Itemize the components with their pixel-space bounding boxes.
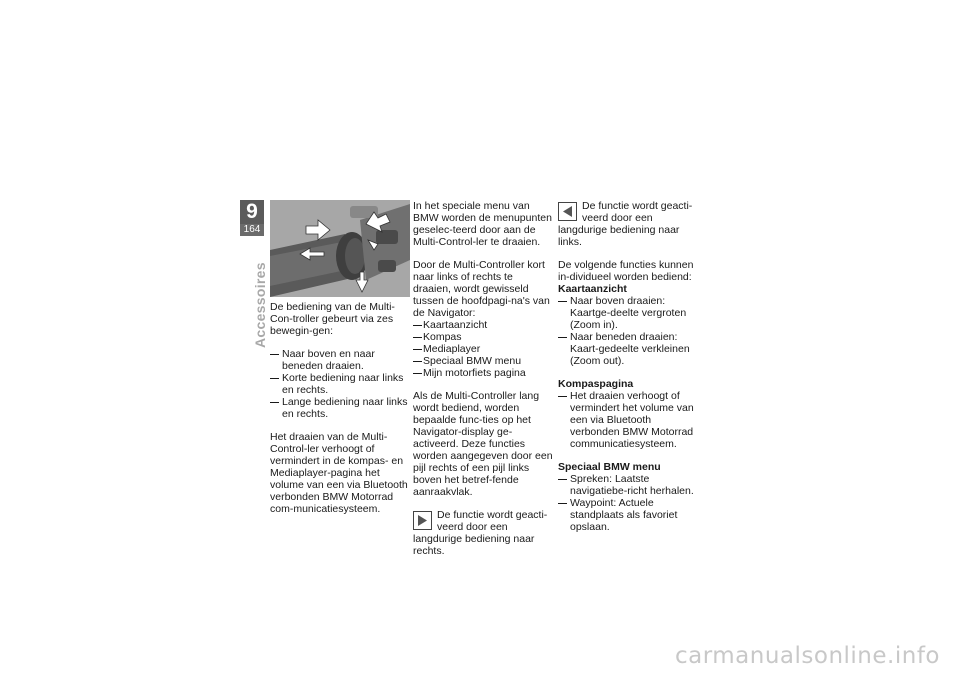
arrow-left-icon <box>558 202 577 221</box>
note-left <box>558 200 698 248</box>
list-item: Mijn motorfiets pagina <box>413 367 553 379</box>
chapter-title: Accessoires <box>252 262 268 348</box>
note-right <box>413 509 553 557</box>
controller-intro: De bediening van de Multi-Con-troller gebeurt via zes bewegin-gen: <box>270 301 395 337</box>
functions-intro: De volgende functies kunnen in-dividueel worden bediend: <box>558 259 694 283</box>
list-item: Mediaplayer <box>413 343 553 355</box>
column-3 <box>558 200 698 544</box>
list-item: Korte bediening naar links en rechts. <box>270 372 410 396</box>
column-2 <box>413 200 553 568</box>
volume-paragraph: Het draaien van de Multi-Control-ler verhoogt of vermindert in de kompas- en Mediaplayer-pagina het volume van een via Bluetooth verbonden BMW Motorrad com-municatiesysteem. <box>270 431 408 515</box>
section-heading: Kaartaanzicht <box>558 283 627 295</box>
list-item: Naar boven draaien: Kaartge-deelte vergroten (Zoom in). <box>558 295 698 331</box>
column-1 <box>270 200 410 526</box>
long-press-paragraph: Als de Multi-Controller lang wordt bediend, worden bepaalde func-ties op het Navigator-display ge-activeerd. Deze functies worden aangegeven door een pijl rechts of een pijl links boven het betref-fende aanraakvlak. <box>413 390 553 498</box>
map-view-list <box>558 295 698 367</box>
switch-pages-paragraph: Door de Multi-Controller kort naar links of rechts te draaien, wordt gewisseld tussen de hoofdpagi-na's van de Navigator: <box>413 259 550 319</box>
chapter-tab <box>240 200 264 236</box>
list-item: Spreken: Laatste navigatiebe-richt herhalen. <box>558 473 698 497</box>
list-item: Waypoint: Actuele standplaats als favoriet opslaan. <box>558 497 698 533</box>
list-item: Lange bediening naar links en rechts. <box>270 396 410 420</box>
list-item: Naar boven en naar beneden draaien. <box>270 348 410 372</box>
page-number: 164 <box>240 224 264 236</box>
arrow-right-icon <box>413 511 432 530</box>
watermark: carmanualsonline.info <box>674 643 940 669</box>
section-heading: Kompaspagina <box>558 378 634 390</box>
multi-controller-photo <box>270 200 410 297</box>
list-item: Kaartaanzicht <box>413 319 553 331</box>
list-item: Naar beneden draaien: Kaart-gedeelte verkleinen (Zoom out). <box>558 331 698 367</box>
chapter-number: 9 <box>246 200 258 223</box>
special-menu-list <box>558 473 698 533</box>
special-menu-paragraph: In het speciale menu van BMW worden de menupunten geselec-teerd door aan de Multi-Control-ler te draaien. <box>413 200 552 248</box>
compass-page-list <box>558 390 698 450</box>
section-heading: Speciaal BMW menu <box>558 461 661 473</box>
navigator-pages-list <box>413 319 553 379</box>
list-item: Het draaien verhoogt of vermindert het volume van een via Bluetooth verbonden BMW Motorrad communicatiesysteem. <box>558 390 698 450</box>
note-right-text: De functie wordt geacti-veerd door een langdurige bediening naar rechts. <box>413 509 548 557</box>
note-left-text: De functie wordt geacti-veerd door een langdurige bediening naar links. <box>558 200 693 248</box>
controller-moves-list <box>270 348 410 420</box>
list-item: Speciaal BMW menu <box>413 355 553 367</box>
list-item: Kompas <box>413 331 553 343</box>
